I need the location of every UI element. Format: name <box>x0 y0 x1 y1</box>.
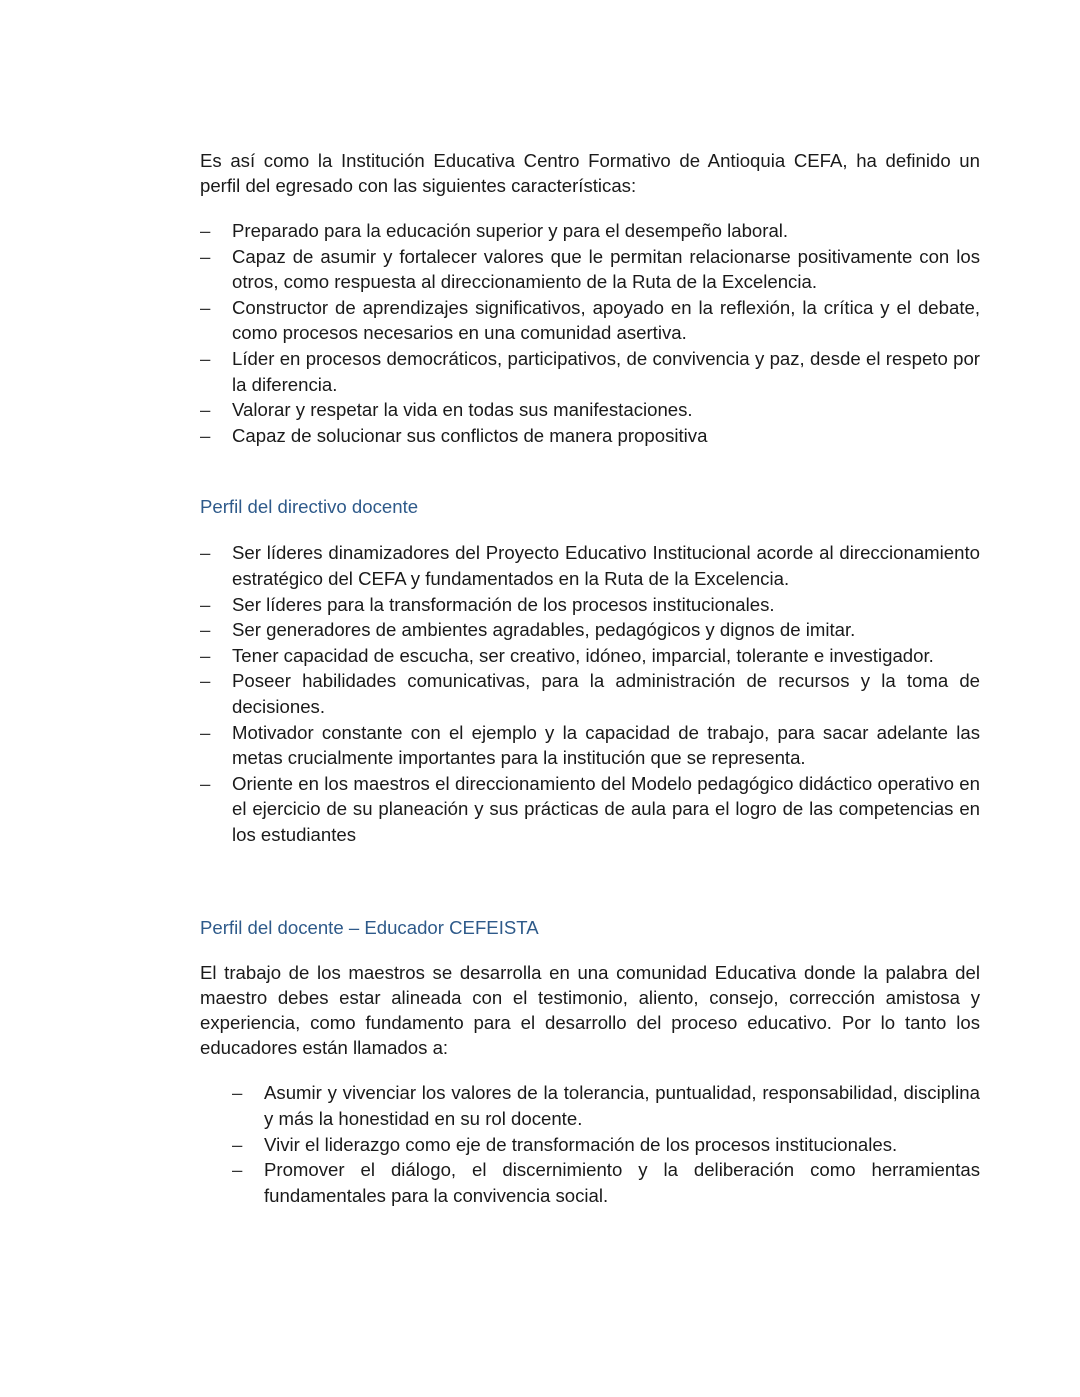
list-item <box>200 540 980 591</box>
dash-bullet-icon: – <box>232 1082 243 1104</box>
list-item <box>200 397 980 423</box>
list-item-text: Ser generadores de ambientes agradables, pedagógicos y dignos de imitar. <box>232 619 856 641</box>
list-item-text: Ser líderes para la transformación de los procesos institucionales. <box>232 593 775 615</box>
dash-bullet-icon: – <box>200 593 211 615</box>
dash-bullet-icon: – <box>200 644 211 666</box>
list-item-text: Valorar y respetar la vida en todas sus manifestaciones. <box>232 399 693 421</box>
list-item <box>200 617 980 643</box>
dash-bullet-icon: – <box>200 721 211 743</box>
dash-bullet-icon: – <box>232 1159 243 1181</box>
dash-bullet-icon: – <box>200 670 211 692</box>
intro-paragraph: Es así como la Institución Educativa Centro Formativo de Antioquia CEFA, ha definido un perfil del egresado con las siguientes características: <box>200 150 980 196</box>
list-item-text: Líder en procesos democráticos, participativos, de convivencia y paz, desde el respeto por la diferencia. <box>232 347 980 395</box>
docente-heading: Perfil del docente – Educador CEFEISTA <box>200 917 539 939</box>
dash-bullet-icon: – <box>200 424 211 446</box>
list-item-text: Motivador constante con el ejemplo y la capacidad de trabajo, para sacar adelante las metas crucialmente importantes para la institución que se representa. <box>232 721 980 769</box>
list-item <box>200 643 980 669</box>
egresado-list <box>200 218 980 448</box>
list-item-text: Capaz de solucionar sus conflictos de manera propositiva <box>232 424 708 446</box>
list-item <box>232 1132 980 1158</box>
list-item-text: Promover el diálogo, el discernimiento y la deliberación como herramientas fundamentales para la convivencia social. <box>264 1159 980 1206</box>
list-item <box>200 592 980 618</box>
list-item <box>200 668 980 719</box>
list-item-text: Capaz de asumir y fortalecer valores que le permitan relacionarse positivamente con los otros, como respuesta al direccionamiento de la Ruta de la Excelencia. <box>232 245 980 293</box>
directivo-list <box>200 540 980 847</box>
dash-bullet-icon: – <box>200 220 211 241</box>
list-item-text: Poseer habilidades comunicativas, para la administración de recursos y la toma de decisiones. <box>232 670 980 717</box>
list-item-text: Preparado para la educación superior y para el desempeño laboral. <box>232 220 789 241</box>
dash-bullet-icon: – <box>200 619 211 641</box>
list-item <box>200 244 980 295</box>
directivo-heading: Perfil del directivo docente <box>200 496 419 518</box>
list-item <box>200 295 980 346</box>
list-item <box>200 771 980 848</box>
list-item <box>200 720 980 771</box>
dash-bullet-icon: – <box>200 347 211 369</box>
document-page <box>200 148 980 1208</box>
dash-bullet-icon: – <box>200 399 211 421</box>
dash-bullet-icon: – <box>200 772 211 794</box>
dash-bullet-icon: – <box>200 245 211 267</box>
dash-bullet-icon: – <box>200 542 211 564</box>
list-item-text: Ser líderes dinamizadores del Proyecto Educativo Institucional acorde al direccionamiento estratégico del CEFA y fundamentados en la Ruta de la Excelencia. <box>232 542 980 589</box>
list-item-text: Tener capacidad de escucha, ser creativo, idóneo, imparcial, tolerante e investigador. <box>232 644 934 666</box>
dash-bullet-icon: – <box>232 1133 243 1155</box>
list-item-text: Constructor de aprendizajes significativos, apoyado en la reflexión, la crítica y el debate, como procesos necesarios en una comunidad asertiva. <box>232 296 980 344</box>
list-item <box>232 1157 980 1208</box>
list-item <box>200 218 980 244</box>
list-item <box>200 423 980 449</box>
list-item <box>200 346 980 397</box>
list-item-text: Vivir el liderazgo como eje de transformación de los procesos institucionales. <box>264 1133 898 1155</box>
docente-list <box>232 1080 980 1208</box>
list-item <box>232 1080 980 1131</box>
docente-paragraph: El trabajo de los maestros se desarrolla en una comunidad Educativa donde la palabra del maestro debes estar alineada con el testimonio, aliento, consejo, corrección amistosa y experiencia, como fundamento para el desarrollo del proceso educativo. Por lo tanto los educadores están llamados a: <box>200 962 980 1059</box>
list-item-text: Oriente en los maestros el direccionamiento del Modelo pedagógico didáctico operativo en el ejercicio de su planeación y sus prácticas de aula para el logro de las competencias en los estudiantes <box>232 772 980 845</box>
list-item-text: Asumir y vivenciar los valores de la tolerancia, puntualidad, responsabilidad, disciplina y más la honestidad en su rol docente. <box>264 1082 980 1130</box>
dash-bullet-icon: – <box>200 296 211 318</box>
